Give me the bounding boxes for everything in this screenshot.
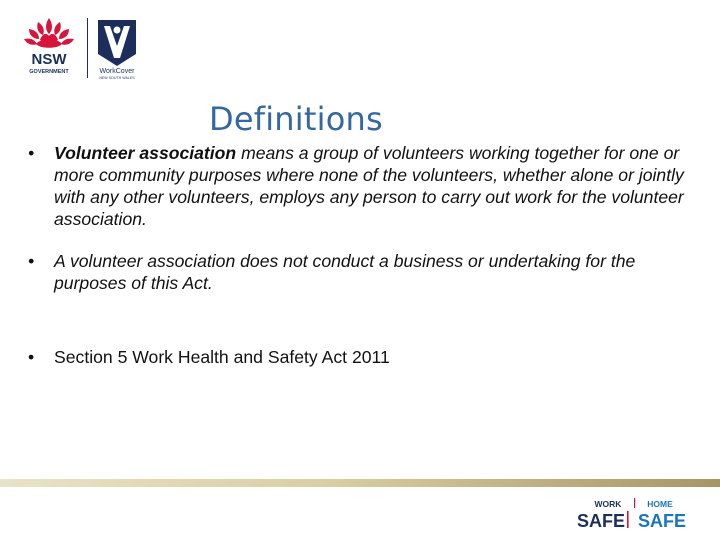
bullet-text: A volunteer association does not conduct a business or undertaking for the purposes of this Act. xyxy=(54,251,636,293)
workcover-logo-text: WorkCover xyxy=(99,68,135,75)
footer-band xyxy=(0,479,720,487)
bullet-marker: • xyxy=(28,143,35,163)
bullet-marker: • xyxy=(28,251,35,271)
home-label: HOME xyxy=(647,499,673,509)
bullet-not-a-business xyxy=(28,250,684,294)
bullet-marker: • xyxy=(28,347,35,367)
defined-term: Volunteer association xyxy=(54,143,237,163)
workcover-logo xyxy=(92,18,142,80)
work-label: WORK xyxy=(594,499,622,509)
workcover-emblem-icon xyxy=(98,20,136,66)
waratah-flower-icon xyxy=(24,18,74,48)
bullet-text: Section 5 Work Health and Safety Act 2011 xyxy=(54,347,390,367)
bullet-legislation-reference xyxy=(28,346,684,368)
safe-label-work: SAFE xyxy=(576,511,626,529)
nsw-logo-subtext: GOVERNMENT xyxy=(29,69,69,75)
logo-separator xyxy=(634,498,635,508)
workcover-logo-subtext: NEW SOUTH WALES xyxy=(99,76,135,80)
definition-text: means a group of volunteers working together for one or more community purposes where none of the volunteers, whether alone or jointly with any other volunteers, employs any person to carry out work for the volunteer association. xyxy=(54,143,684,229)
logo-divider xyxy=(87,18,88,78)
logo-separator xyxy=(627,511,629,528)
work-safe-home-safe-logo xyxy=(574,497,696,529)
nsw-logo-text: NSW xyxy=(31,51,67,68)
safe-label-home: SAFE xyxy=(637,511,687,529)
nsw-government-logo xyxy=(16,14,82,80)
page-title: Definitions xyxy=(209,100,383,138)
bullet-volunteer-association-definition xyxy=(28,142,684,230)
